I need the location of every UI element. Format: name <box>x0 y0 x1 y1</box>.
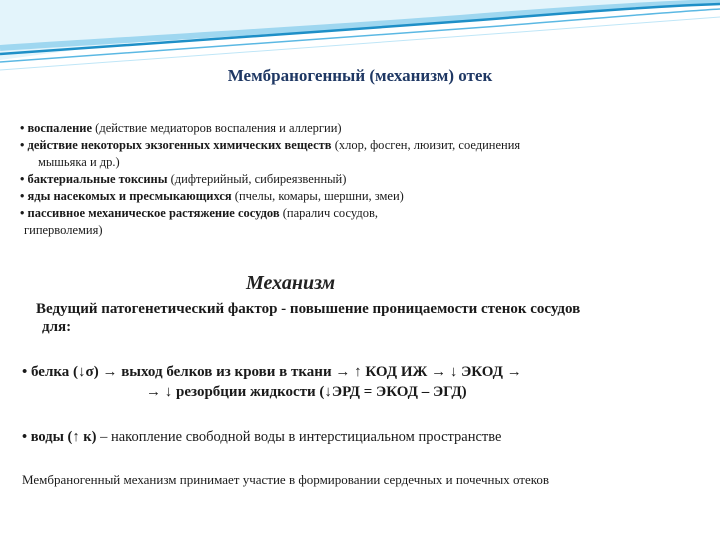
list-item: • бактериальные токсины (дифтерийный, сибиреязвенный) <box>20 172 347 186</box>
slide-title: Мембраногенный (механизм) отек <box>227 66 493 85</box>
protein-line: • белка (↓σ) → выход белков из крови в ткани → ↑ КОД ИЖ → ↓ ЭКОД → <box>22 364 522 380</box>
lead-factor-text <box>36 300 700 336</box>
list-item-continuation: мышьяка и др.) <box>38 155 120 169</box>
lead-line: Ведущий патогенетический фактор - повышение проницаемости стенок сосудов <box>36 301 581 317</box>
protein-mechanism <box>22 362 702 402</box>
mechanism-heading: Механизм <box>246 272 336 294</box>
list-item: • яды насекомых и пресмыкающихся (пчелы, комары, шершни, змеи) <box>20 189 404 203</box>
water-mechanism: • воды (↑ к) – накопление свободной воды в интерстициальном пространстве <box>22 429 502 445</box>
list-item: • пассивное механическое растяжение сосудов (паралич сосудов, <box>20 206 378 220</box>
protein-line: → ↓ резорбции жидкости (↓ЭРД = ЭКОД – ЭГД) <box>146 384 467 400</box>
list-item: • действие некоторых экзогенных химических веществ (хлор, фосген, люизит, соединения <box>20 138 521 152</box>
list-item-continuation: гиперволемия) <box>24 223 103 237</box>
list-item: • воспаление (действие медиаторов воспаления и аллергии) <box>20 121 342 135</box>
lead-line: для: <box>42 319 72 335</box>
causes-list <box>20 120 700 239</box>
footer-note: Мембраногенный механизм принимает участие в формировании сердечных и почечных отеков <box>22 472 550 487</box>
